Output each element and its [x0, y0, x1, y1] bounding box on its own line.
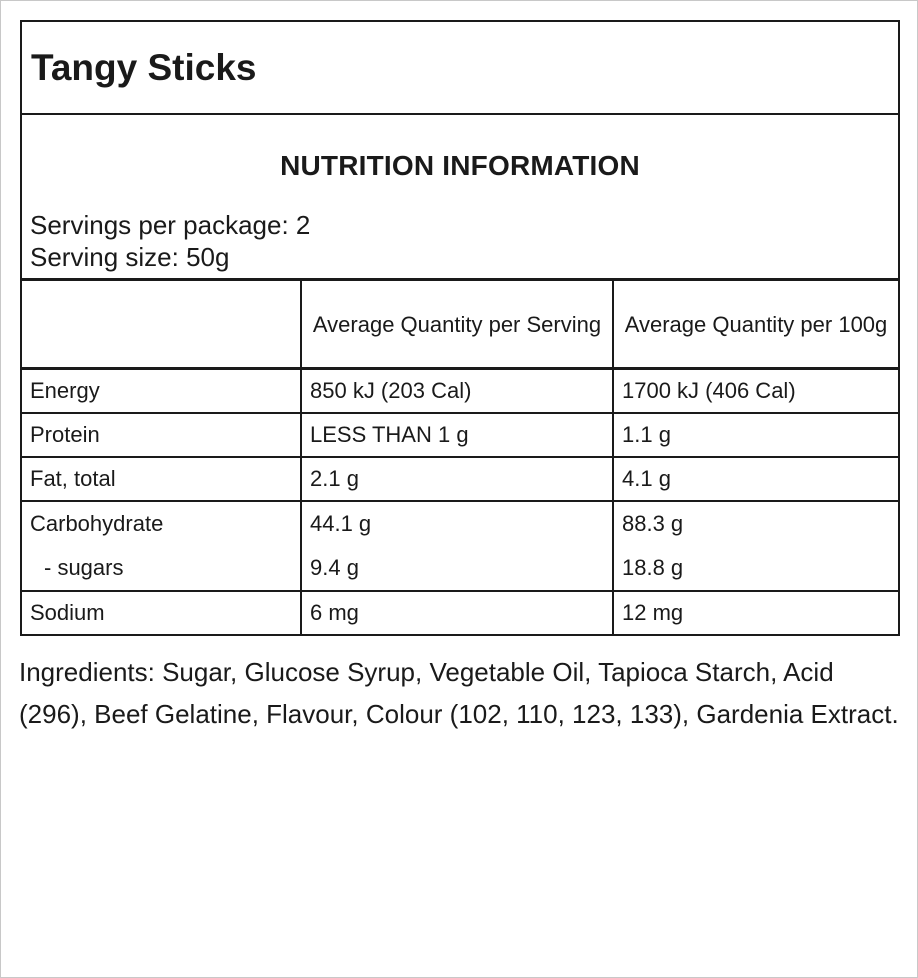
table-row: [22, 369, 898, 414]
row-label-group: [22, 501, 301, 591]
serving-size: Serving size: 50g: [30, 242, 230, 272]
header-cell-blank: [22, 281, 301, 369]
header-cell-per-serving: Average Quantity per Serving: [301, 281, 613, 369]
nutrition-panel: [20, 20, 900, 636]
table-row: [22, 591, 898, 635]
row-per-serving: 850 kJ (203 Cal): [301, 369, 613, 414]
ingredients-text: Ingredients: Sugar, Glucose Syrup, Vegetable Oil, Tapioca Starch, Acid (296), Beef Gelatine, Flavour, Colour (102, 110, 123, 133), Gardenia Extract.: [19, 657, 899, 729]
header-cell-per-100g: Average Quantity per 100g: [613, 281, 898, 369]
nutrition-heading: NUTRITION INFORMATION: [280, 150, 640, 181]
table-row: [22, 501, 898, 591]
row-sub-label: - sugars: [44, 555, 124, 580]
row-per-serving: 6 mg: [301, 591, 613, 635]
row-sub-per-100g: 18.8 g: [622, 555, 684, 580]
row-per-100g: 1700 kJ (406 Cal): [613, 369, 898, 414]
row-per-100g: 4.1 g: [613, 457, 898, 501]
row-per-100g: 88.3 g: [622, 511, 684, 536]
row-per-serving: LESS THAN 1 g: [301, 413, 613, 457]
row-per-100g: 1.1 g: [613, 413, 898, 457]
nutrition-table: [22, 281, 898, 636]
row-label: Fat, total: [22, 457, 301, 501]
row-per-serving-group: [301, 501, 613, 591]
row-per-100g-group: [613, 501, 898, 591]
row-per-serving: 2.1 g: [301, 457, 613, 501]
row-per-100g: 12 mg: [613, 591, 898, 635]
row-label: Carbohydrate: [30, 511, 164, 536]
nutrition-info-box: [22, 115, 898, 281]
table-row: [22, 413, 898, 457]
product-title: Tangy Sticks: [31, 46, 257, 88]
row-label: Sodium: [22, 591, 301, 635]
product-title-box: [22, 22, 898, 115]
row-sub-per-serving: 9.4 g: [310, 555, 359, 580]
row-label: Energy: [22, 369, 301, 414]
table-row: [22, 457, 898, 501]
row-per-serving: 44.1 g: [310, 511, 372, 536]
table-header-row: [22, 281, 898, 369]
servings-per-package: Servings per package: 2: [30, 210, 311, 240]
row-label: Protein: [22, 413, 301, 457]
